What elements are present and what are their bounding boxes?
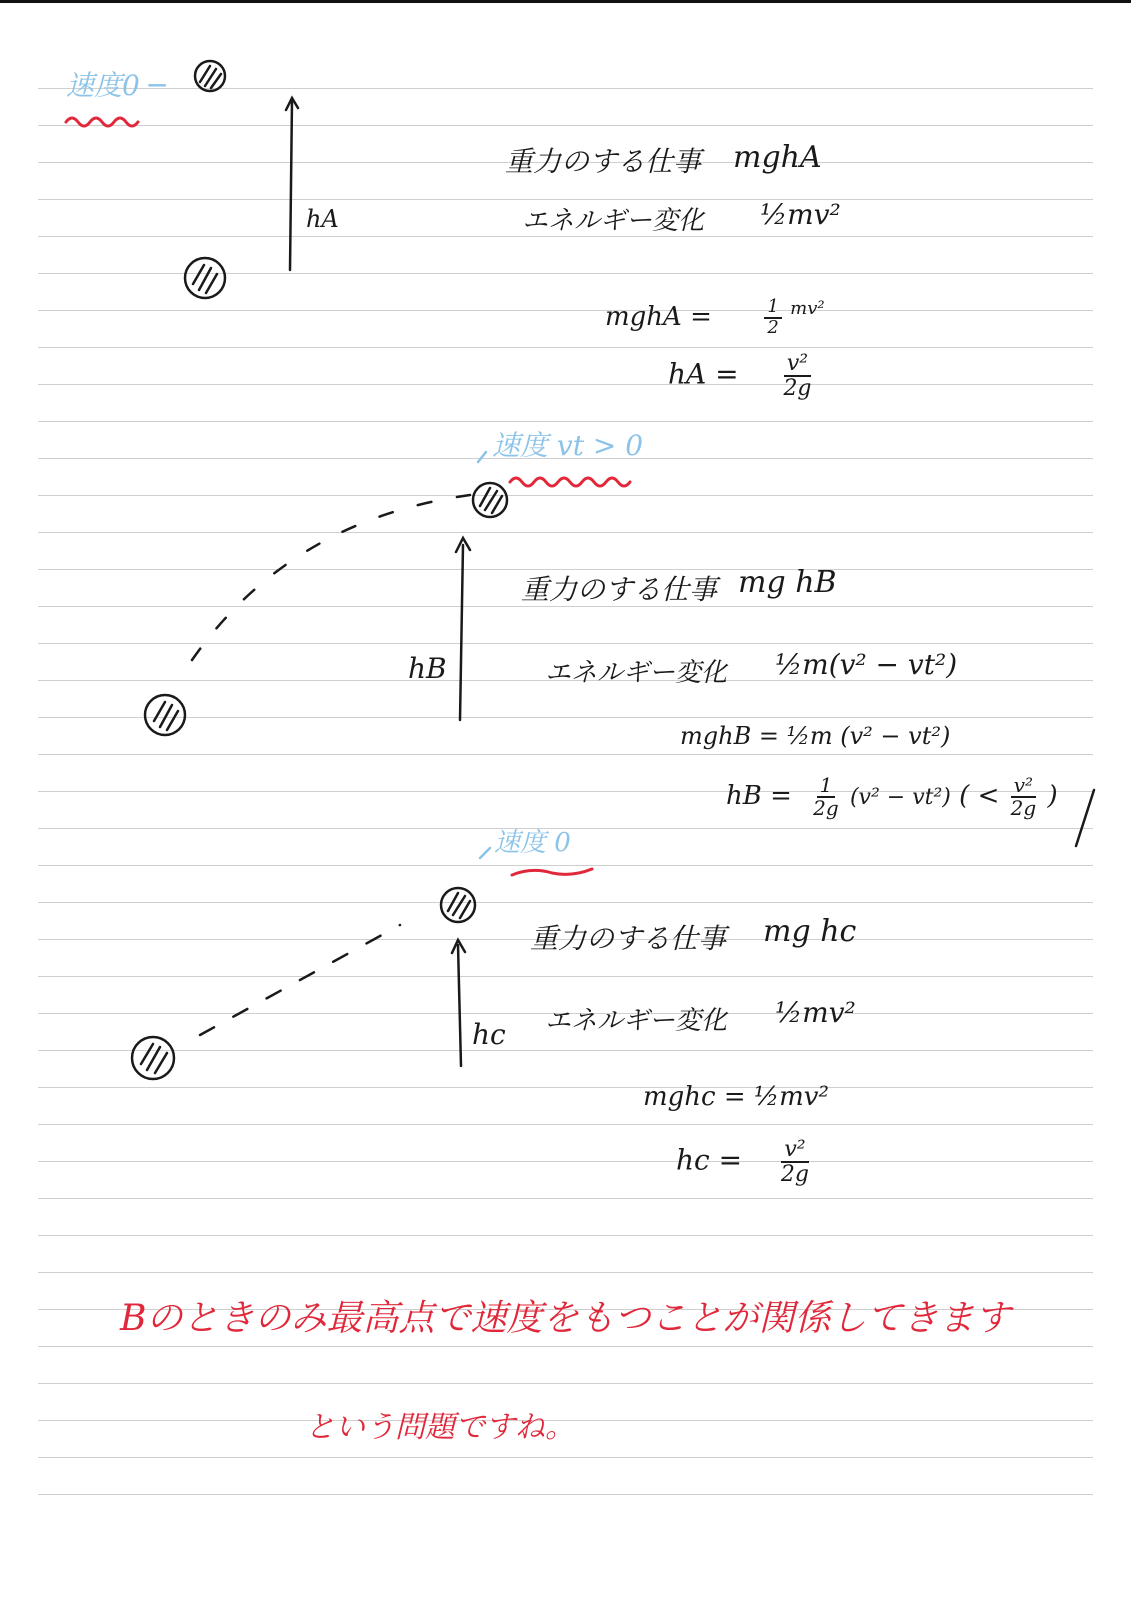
squiggle-b	[510, 478, 630, 486]
height-label-a: hA	[306, 205, 339, 233]
work-value-c: mg hc	[763, 914, 857, 949]
eq2-compare-b: ( <	[959, 781, 1000, 811]
eq2-left-b: hB =	[726, 781, 792, 811]
eq2-rest-b: (v² − vt²)	[849, 785, 951, 810]
energy-value-b: ½m(v² − vt²)	[775, 648, 958, 681]
ball-bottom-a	[185, 258, 225, 298]
work-value-a: mghA	[733, 140, 822, 175]
equation-2-b	[726, 775, 1058, 819]
height-label-b: hB	[408, 652, 447, 685]
energy-value-c: ½mv²	[775, 996, 856, 1029]
speed-note-a: 速度0 ─	[66, 69, 166, 102]
conclusion-line-2: という問題ですね。	[305, 1410, 575, 1445]
height-label-c: hc	[472, 1018, 506, 1051]
ball-top-b	[473, 483, 507, 517]
eq2-left-c: hc =	[676, 1143, 743, 1177]
work-label-c: 重力のする仕事	[530, 922, 727, 955]
energy-label-c: エネルギー変化	[545, 1006, 728, 1036]
squiggle-c	[512, 869, 592, 875]
eq1-rest-a: mv²	[790, 298, 825, 319]
equation-1-a	[605, 298, 825, 338]
squiggle-a	[66, 118, 138, 126]
equation-1-c: mghc = ½mv²	[643, 1082, 829, 1112]
ball-launch-c	[132, 1037, 174, 1079]
eq2-frac-c: $\frac{\text{v²}}{2g}$	[780, 1137, 809, 1188]
blue-bracket-c	[480, 848, 490, 858]
blue-bracket-b	[478, 452, 486, 462]
eq2-frac-a: $\frac{\text{v²}}{2g}$	[783, 351, 812, 402]
trajectory-b	[192, 495, 470, 660]
equation-1-b: mghB = ½m (v² − vt²)	[680, 722, 951, 750]
compare-slash	[1076, 790, 1094, 846]
eq2-close-b: )	[1047, 781, 1058, 811]
height-arrow-b	[456, 538, 470, 720]
equation-2-a	[668, 352, 815, 400]
energy-label-b: エネルギー変化	[545, 658, 728, 688]
equation-2-c	[676, 1138, 812, 1186]
work-value-b: mg hB	[738, 565, 837, 600]
eq1-coef-a: $\frac{1}{2}$	[764, 298, 781, 338]
trajectory-c	[200, 925, 400, 1035]
energy-label-a: エネルギー変化	[522, 206, 705, 236]
eq2-coef-b: $\frac{1}{2g}$	[813, 773, 839, 820]
speed-note-b: 速度 vt > 0	[492, 429, 644, 462]
work-label-a: 重力のする仕事	[505, 145, 702, 178]
ball-top-c	[441, 888, 475, 922]
conclusion-line-1: Bのときのみ最高点で速度をもつことが関係してきます	[120, 1298, 1011, 1339]
height-arrow-a	[286, 98, 298, 270]
eq2-left-a: hA =	[668, 357, 739, 391]
eq2-compare-frac-b: $\frac{\text{v²}}{2g}$	[1010, 773, 1037, 820]
speed-note-c: 速度 0	[494, 828, 571, 858]
energy-value-a: ½mv²	[760, 198, 841, 231]
ball-launch-b	[145, 695, 185, 735]
eq1-left-a: mghA =	[605, 301, 712, 332]
ball-top-a	[195, 61, 225, 91]
height-arrow-c	[452, 940, 465, 1066]
work-label-b: 重力のする仕事	[521, 573, 718, 606]
